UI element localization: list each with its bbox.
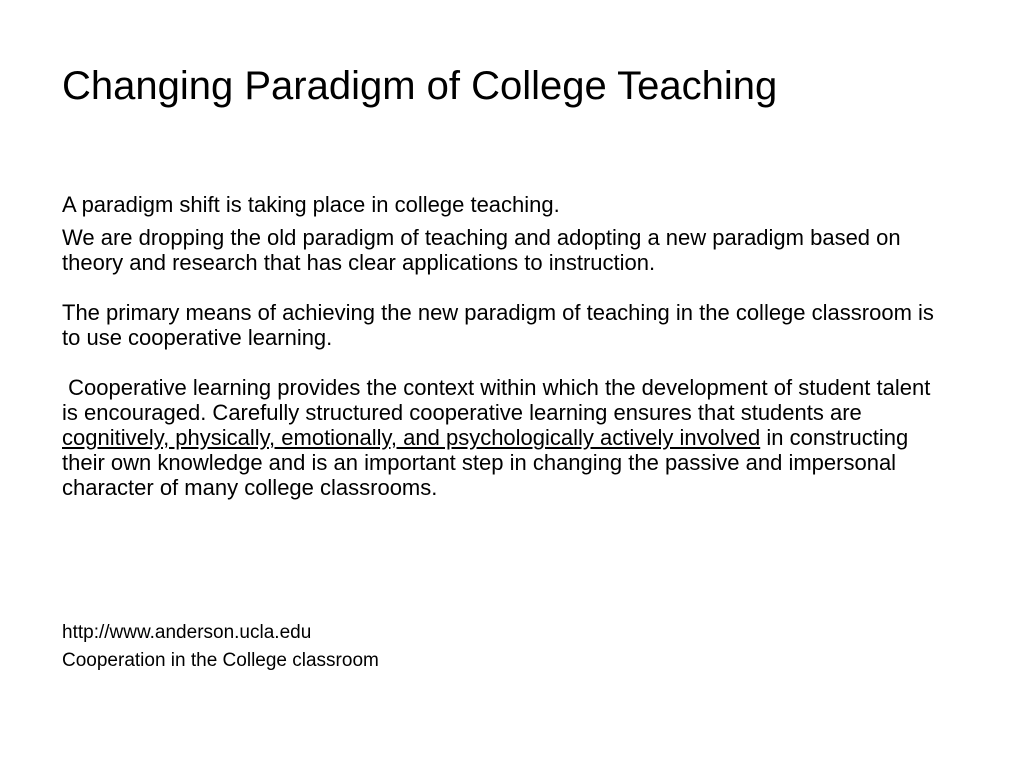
slide-body (62, 192, 942, 500)
paragraph-text-end: in constructing their own knowledge and is an important step in changing the passive and impersonal character of many college classrooms. (62, 425, 915, 500)
slide-footer (62, 619, 379, 675)
underlined-emphasis: cognitively, physically, emotionally, and psychologically actively involved (62, 425, 761, 450)
source-url-link[interactable]: http://www.anderson.ucla.edu (62, 622, 312, 643)
paragraph-new-paradigm: We are dropping the old paradigm of teaching and adopting a new paradigm based on theory and research that has clear applications to instruction. (62, 225, 901, 275)
paragraph-cooperative-learning (62, 375, 942, 500)
paragraph-primary-means: The primary means of achieving the new paradigm of teaching in the college classroom is to use cooperative learning. (62, 300, 934, 350)
paragraph-paradigm-shift: A paradigm shift is taking place in college teaching. (62, 192, 560, 217)
source-title: Cooperation in the College classroom (62, 650, 379, 671)
paragraph-text-start: Cooperative learning provides the context within which the development of student talent is encouraged. Carefully structured cooperative learning ensures that students are (62, 375, 937, 425)
slide-title: Changing Paradigm of College Teaching (62, 64, 778, 108)
